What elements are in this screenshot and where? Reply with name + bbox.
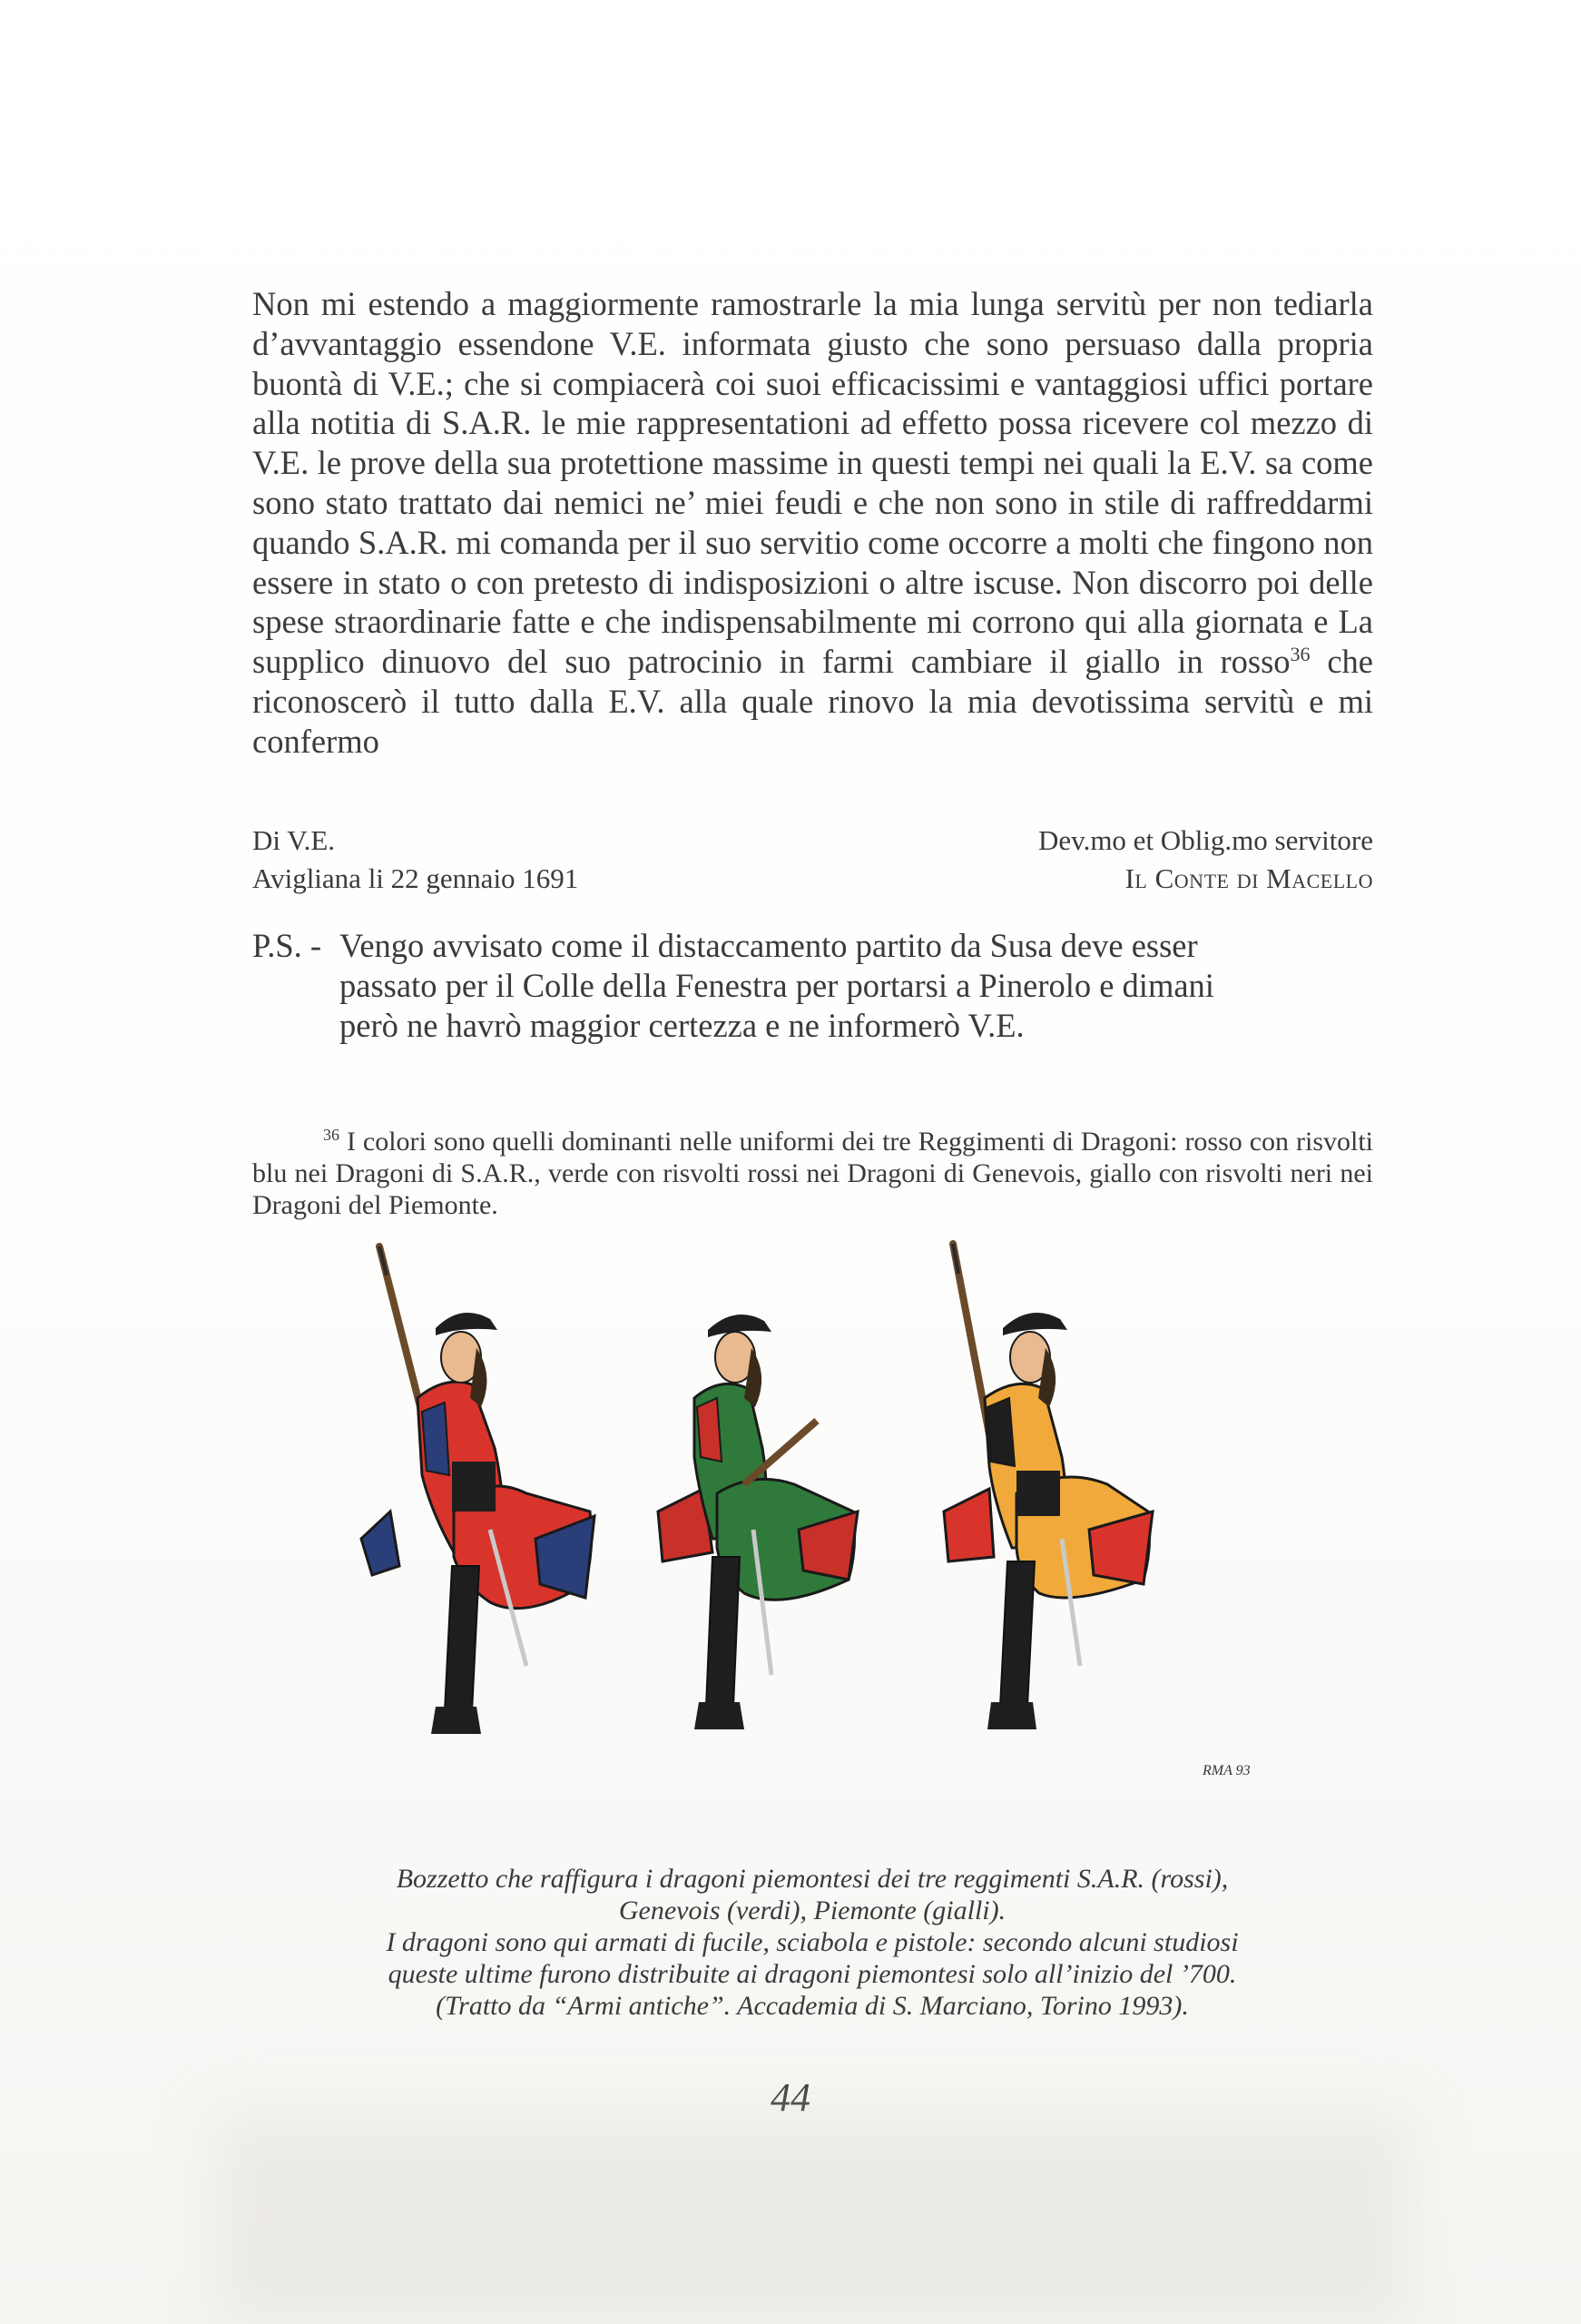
footnote-number: 36 [323,1126,339,1144]
letter-body [252,284,1373,762]
place-date: Avigliana li 22 gennaio 1691 [252,862,579,894]
dragoon-genevois-figure [658,1315,858,1729]
caption-line: I dragoni sono qui armati di fucile, sciabola e pistole: secondo alcuni studiosi [386,1927,1239,1957]
letter-body-text-end: che riconoscerò il tutto dalla E.V. alla quale rinovo la mia devotissima servitù e mi confermo [252,643,1373,760]
dragoon-sar-figure [361,1246,594,1734]
salutation: Di V.E. [252,824,336,856]
postscript [252,926,1373,1046]
caption-line: queste ultime furono distribuite ai dragoni piemontesi solo all’inizio del ’700. [388,1959,1237,1989]
closing: Dev.mo et Oblig.mo servitore [1037,824,1373,856]
page-number: 44 [771,2075,810,2120]
footnote [252,1126,1373,1221]
postscript-text [339,926,1373,1046]
signature: Il Conte di Macello [1124,862,1373,894]
postscript-label: P.S. - [252,927,322,964]
postscript-line: Vengo avvisato come il distaccamento partito da Susa deve esser [339,927,1198,964]
dragoon-piemonte-figure [944,1244,1153,1729]
footnote-text: I colori sono quelli dominanti nelle uniformi dei tre Reggimenti di Dragoni: rosso con risvolti blu nei Dragoni di S.A.R., verde con risvolti rossi nei Dragoni di Genevois, giallo con risvolti neri nei Dragoni del Piemonte. [252,1127,1373,1220]
letter-body-text: Non mi estendo a maggiormente ramostrarle la mia lunga servitù per non tediarla d’avvantaggio essendone V.E. informata giusto che sono persuaso dalla propria buontà di V.E.; che si compiacerà coi suoi efficacissimi e vantaggiosi uffici portare alla notitia di S.A.R. le mie rappresentationi ad effetto possa ricevere col mezzo di V.E. le prove della sua protettione massime in questi tempi nei quali la E.V. sa come sono stato trattato dai nemici ne’ miei feudi e che non sono in stile di raffreddarmi quando S.A.R. mi comanda per il suo servitio come occorre a molti che fingono non essere in stato o con pretesto di indisposizioni o altre iscuse. Non discorro poi delle spese straordinarie fatte e che indispensabilmente mi corrono qui alla giornata e La supplico dinuovo del suo patrocinio in farmi cambiare il giallo in rosso [252,285,1373,681]
caption-line: (Tratto da “Armi antiche”. Accademia di S. Marciano, Torino 1993). [436,1991,1189,2021]
caption-line: Bozzetto che raffigura i dragoni piemontesi dei tre reggimenti S.A.R. (rossi), [396,1864,1229,1894]
postscript-line: passato per il Colle della Fenestra per portarsi a Pinerolo e dimani [339,967,1214,1004]
letter-dateline [252,822,578,898]
caption-line: Genevois (verdi), Piemonte (gialli). [618,1896,1007,1925]
postscript-line: però ne havrò maggior certezza e ne informerò V.E. [339,1007,1025,1044]
footnote-reference: 36 [1290,643,1311,666]
dragoons-illustration [345,1239,1271,1856]
letter-signature-block [1038,822,1373,898]
illustration-caption [254,1863,1370,2022]
artist-monogram: RMA 93 [1203,1763,1251,1778]
